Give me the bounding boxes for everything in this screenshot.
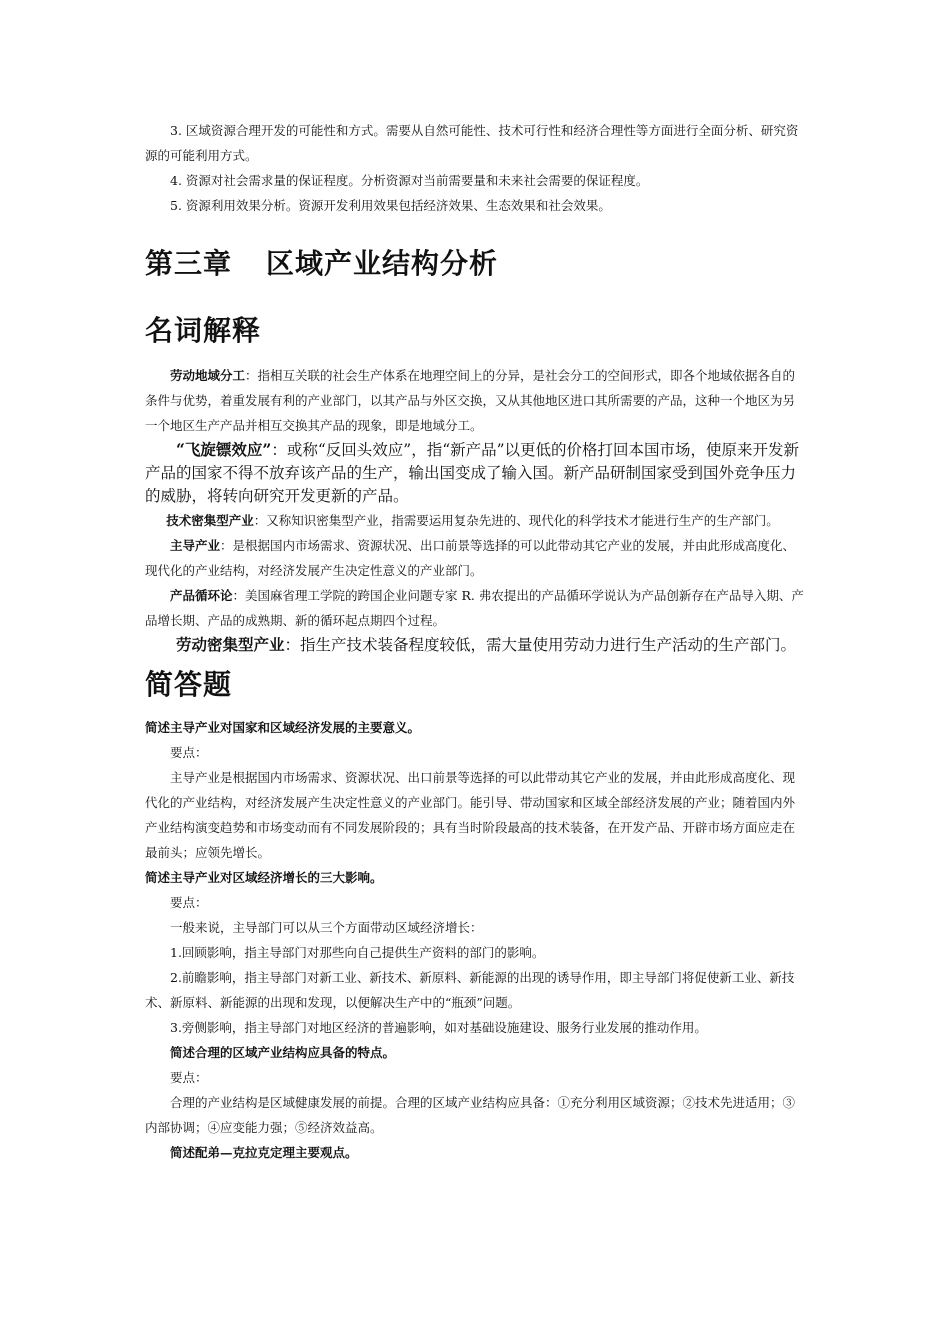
answer-paragraph: 1.回顾影响，指主导部门对那些向自己提供生产资料的部门的影响。 xyxy=(170,945,545,960)
term-label: 劳动地域分工 xyxy=(170,368,246,383)
answer-paragraph: 合理的产业结构是区域健康发展的前提。合理的区域产业结构应具备：①充分利用区域资源；②技术先进适用；③内部协调；④应变能力强；⑤经济效益高。 xyxy=(145,1095,796,1135)
question-title: 简述主导产业对国家和区域经济发展的主要意义。 xyxy=(145,720,421,735)
chapter-title: 区域产业结构分析 xyxy=(266,247,499,280)
term-entry xyxy=(145,583,807,633)
term-separator: ： xyxy=(232,588,246,603)
question-title: 简述合理的区域产业结构应具备的特点。 xyxy=(170,1045,396,1060)
question-key-points-label: 要点： xyxy=(170,895,208,910)
term-label: 劳动密集型产业 xyxy=(176,635,285,654)
question-title: 简述配弟—克拉克定理主要观点。 xyxy=(170,1145,358,1160)
term-definition: 或称“反回头效应”，指“新产品”以更低的价格打回本国市场，使原来开发新产品的国家不得不放弃该产品的生产，输出国变成了输入国。新产品研制国家受到国外竞争压力的威胁，将转向研究开发更新的产品。 xyxy=(145,441,800,505)
answer-paragraph: 2.前瞻影响，指主导部门对新工业、新技术、新原料、新能源的出现的诱导作用，即主导部门将促使新工业、新技术、新原料、新能源的出现和发现，以便解决生产中的“瓶颈”问题。 xyxy=(145,970,795,1010)
chapter-number: 第三章 xyxy=(145,247,233,280)
answer-paragraph: 3.旁侧影响，指主导部门对地区经济的普遍影响，如对基础设施建设、服务行业发展的推动作用。 xyxy=(170,1020,707,1035)
term-separator: ： xyxy=(253,513,267,528)
term-label: 技术密集型产业 xyxy=(166,513,254,528)
term-entry xyxy=(145,533,807,583)
term-separator: ： xyxy=(245,368,258,383)
term-separator: ： xyxy=(284,636,301,654)
term-definition: 指生产技术装备程度较低，需大量使用劳动力进行生产活动的生产部门。 xyxy=(300,636,797,654)
term-label: 产品循环论 xyxy=(170,588,233,603)
term-entry xyxy=(145,363,807,438)
intro-item-4: 4. 资源对社会需求量的保证程度。分析资源对当前需要量和未来社会需要的保证程度。 xyxy=(170,173,649,188)
chapter-heading xyxy=(145,244,807,284)
question-key-points-label: 要点： xyxy=(170,1070,208,1085)
answer-paragraph: 主导产业是根据国内市场需求、资源状况、出口前景等选择的可以此带动其它产业的发展，并由此形成高度化、现代化的产业结构，对经济发展产生决定性意义的产业部门。能引导、带动国家和区域全部经济发展的产业；随着国内外产业结构演变趋势和市场变动而有不同发展阶段的；具有当时阶段最高的技术装备，在开发产品、开辟市场方面应走在最前头；应领先增长。 xyxy=(145,770,796,860)
term-label: 主导产业 xyxy=(170,538,221,553)
term-entry xyxy=(145,438,807,508)
document-body xyxy=(145,118,807,1165)
term-label: “飞旋镖效应” xyxy=(176,440,272,459)
question-key-points-label: 要点： xyxy=(170,745,208,760)
term-entry xyxy=(145,508,807,533)
intro-item-5: 5. 资源利用效果分析。资源开发利用效果包括经济效果、生态效果和社会效果。 xyxy=(170,198,611,213)
answer-paragraph: 一般来说，主导部门可以从三个方面带动区域经济增长： xyxy=(170,920,483,935)
term-definition: 美国麻省理工学院的跨国企业问题专家 R. 弗农提出的产品循环学说认为产品创新存在产品导入期、产品增长期、产品的成熟期、新的循环起点期四个过程。 xyxy=(145,588,804,628)
term-separator: ： xyxy=(220,538,233,553)
terms-heading: 名词解释 xyxy=(145,314,262,347)
qa-heading: 简答题 xyxy=(145,668,233,701)
term-entry xyxy=(145,633,807,657)
question-title: 简述主导产业对区域经济增长的三大影响。 xyxy=(145,870,383,885)
intro-item-3: 3. 区域资源合理开发的可能性和方式。需要从自然可能性、技术可行性和经济合理性等方面进行全面分析、研究资源的可能利用方式。 xyxy=(145,123,799,163)
term-definition: 又称知识密集型产业，指需要运用复杂先进的、现代化的科学技术才能进行生产的生产部门。 xyxy=(266,513,779,528)
term-definition: 指相互关联的社会生产体系在地理空间上的分异，是社会分工的空间形式，即各个地域依据各自的条件与优势，着重发展有利的产业部门，以其产品与外区交换，又从其他地区进口其所需要的产品，这种一个地区为另一个地区生产产品并相互交换其产品的现象，即是地域分工。 xyxy=(145,368,796,433)
term-definition: 是根据国内市场需求、资源状况、出口前景等选择的可以此带动其它产业的发展，并由此形成高度化、现代化的产业结构，对经济发展产生决定性意义的产业部门。 xyxy=(145,538,796,578)
term-separator: ： xyxy=(271,441,287,459)
